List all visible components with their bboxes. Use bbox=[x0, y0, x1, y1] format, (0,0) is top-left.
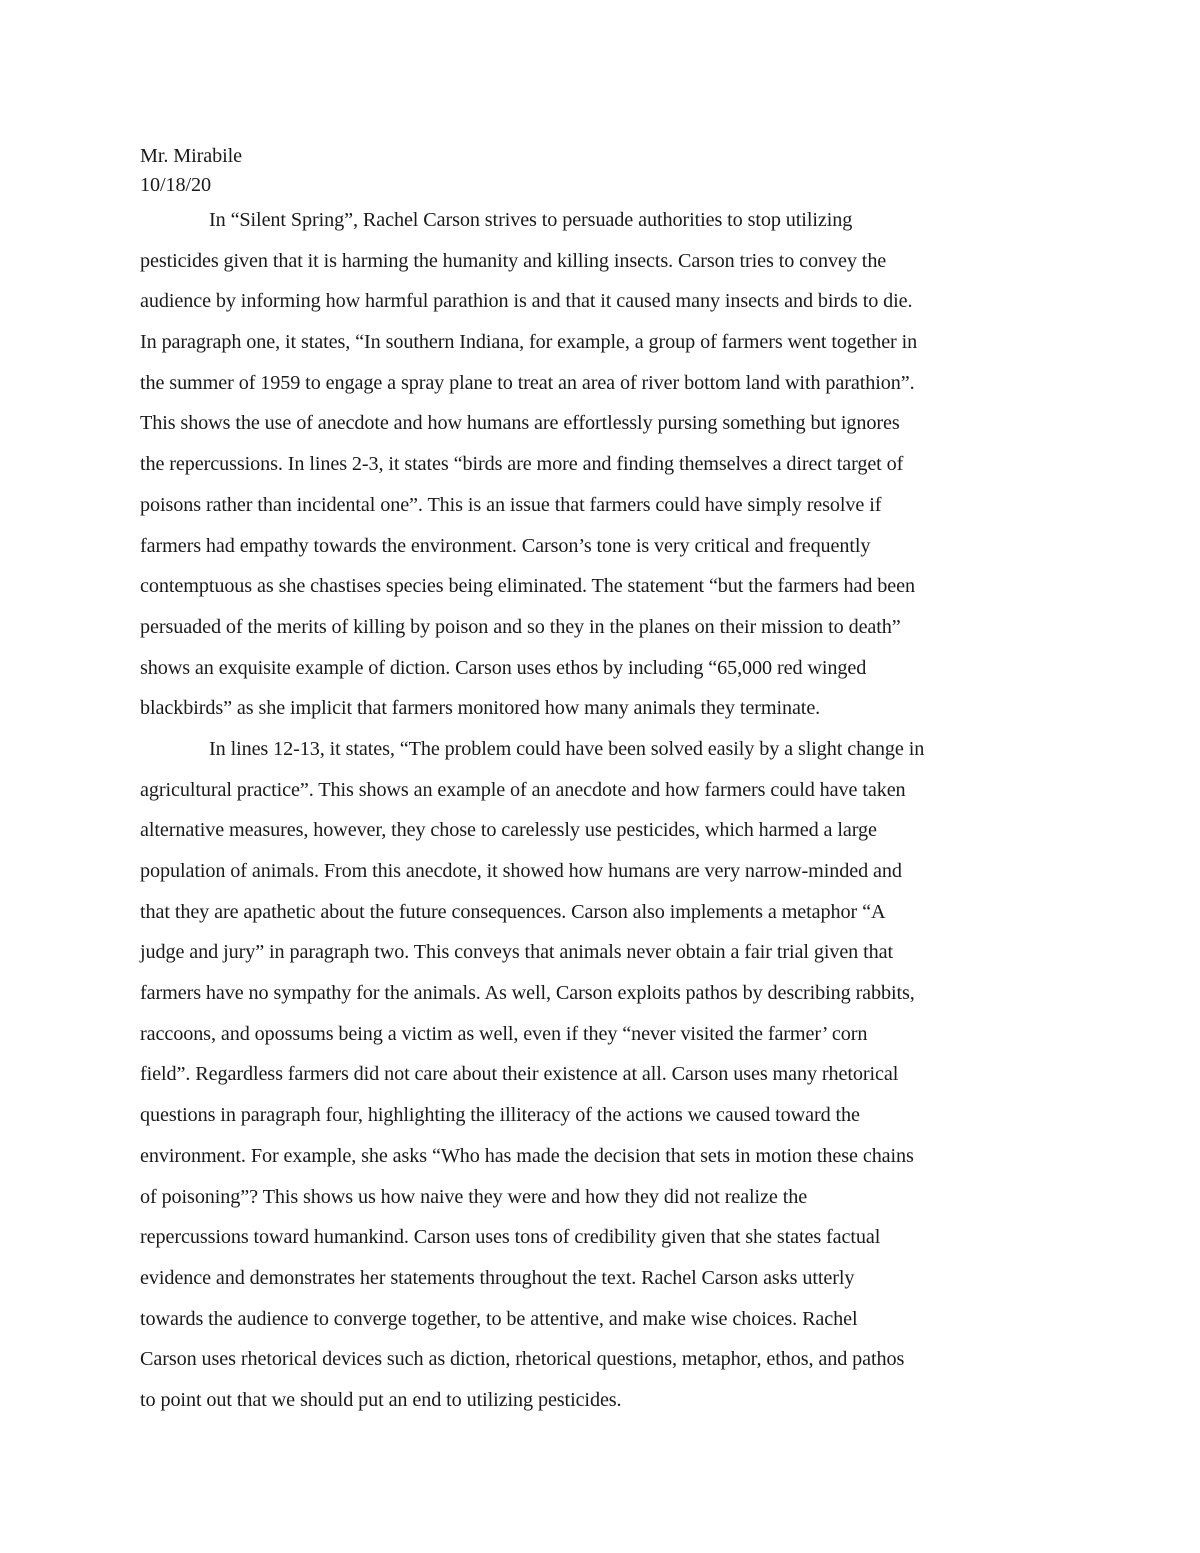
paragraph-2 bbox=[140, 729, 1080, 1421]
paragraph-line: questions in paragraph four, highlighting the illiteracy of the actions we caused toward the bbox=[140, 1104, 860, 1127]
paragraph-line: to point out that we should put an end to utilizing pesticides. bbox=[140, 1388, 622, 1411]
paragraph-line: In “Silent Spring”, Rachel Carson strives to persuade authorities to stop utilizing bbox=[209, 209, 853, 231]
paragraph-line: the summer of 1959 to engage a spray plane to treat an area of river bottom land with parathion”. bbox=[140, 371, 915, 394]
paragraph-line: farmers have no sympathy for the animals. As well, Carson exploits pathos by describing rabbits, bbox=[140, 982, 915, 1005]
paragraph-line: that they are apathetic about the future consequences. Carson also implements a metaphor “A bbox=[140, 900, 886, 923]
paragraph-line: population of animals. From this anecdote, it showed how humans are very narrow-minded and bbox=[140, 860, 902, 882]
essay-date: 10/18/20 bbox=[140, 174, 211, 196]
paragraph-line: field”. Regardless farmers did not care about their existence at all. Carson uses many rhetorical bbox=[140, 1063, 899, 1086]
paragraph-line: This shows the use of anecdote and how humans are effortlessly pursing something but ignores bbox=[140, 412, 900, 435]
teacher-name: Mr. Mirabile bbox=[140, 145, 242, 167]
paragraph-line: farmers had empathy towards the environment. Carson’s tone is very critical and frequently bbox=[140, 534, 871, 557]
paragraph-line: blackbirds” as she implicit that farmers monitored how many animals they terminate. bbox=[140, 697, 821, 720]
paragraph-line: persuaded of the merits of killing by poison and so they in the planes on their mission to death” bbox=[140, 615, 901, 638]
paragraph-line: evidence and demonstrates her statements throughout the text. Rachel Carson asks utterly bbox=[140, 1266, 855, 1289]
document-text bbox=[140, 142, 1080, 1421]
paragraph-line: agricultural practice”. This shows an example of an anecdote and how farmers could have taken bbox=[140, 778, 906, 801]
paragraph-line: raccoons, and opossums being a victim as well, even if they “never visited the farmer’ corn bbox=[140, 1022, 868, 1045]
paragraph-line: pesticides given that it is harming the humanity and killing insects. Carson tries to convey the bbox=[140, 249, 887, 272]
paragraph-1 bbox=[140, 200, 1080, 729]
paragraph-line: the repercussions. In lines 2-3, it states “birds are more and finding themselves a direct target of bbox=[140, 453, 904, 476]
paragraph-line: repercussions toward humankind. Carson uses tons of credibility given that she states factual bbox=[140, 1226, 881, 1249]
paragraph-line: poisons rather than incidental one”. This is an issue that farmers could have simply resolve if bbox=[140, 493, 882, 516]
paragraph-line: alternative measures, however, they chose to carelessly use pesticides, which harmed a large bbox=[140, 819, 877, 842]
essay-body bbox=[140, 200, 1080, 1421]
paragraph-line: Carson uses rhetorical devices such as diction, rhetorical questions, metaphor, ethos, and pathos bbox=[140, 1348, 905, 1371]
paragraph-line: contemptuous as she chastises species being eliminated. The statement “but the farmers had been bbox=[140, 575, 915, 598]
paragraph-line: environment. For example, she asks “Who has made the decision that sets in motion these chains bbox=[140, 1144, 914, 1167]
paragraph-line: towards the audience to converge together, to be attentive, and make wise choices. Rachel bbox=[140, 1307, 858, 1330]
paragraph-line: of poisoning”? This shows us how naive they were and how they did not realize the bbox=[140, 1185, 808, 1208]
paragraph-line: audience by informing how harmful parathion is and that it caused many insects and birds to die. bbox=[140, 290, 913, 313]
paragraph-line: In paragraph one, it states, “In southern Indiana, for example, a group of farmers went together in bbox=[140, 331, 918, 354]
paragraph-line: In lines 12-13, it states, “The problem could have been solved easily by a slight change in bbox=[209, 737, 925, 760]
paragraph-line: judge and jury” in paragraph two. This conveys that animals never obtain a fair trial given that bbox=[140, 941, 893, 964]
paragraph-line: shows an exquisite example of diction. Carson uses ethos by including “65,000 red winged bbox=[140, 656, 867, 679]
